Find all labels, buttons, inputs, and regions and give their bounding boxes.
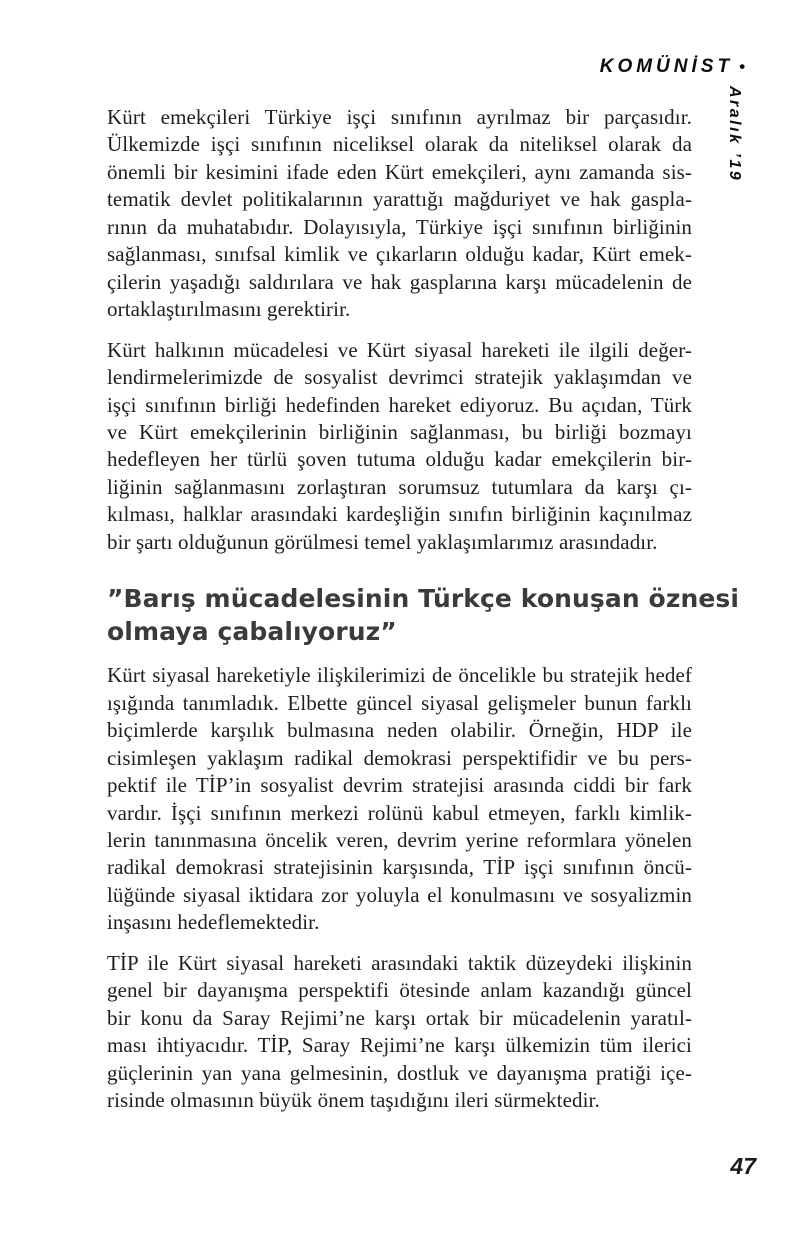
- text-line: lendirmelerimizde de sosyalist devrimci stratejik yaklaşımdan ve: [107, 365, 692, 390]
- text-line: lerin tanınmasına öncelik veren, devrim yerine reformlara yönelen: [107, 827, 692, 852]
- text-line: güçlerinin yan yana gelmesinin, dostluk ve dayanışma pratiği içe-: [107, 1060, 692, 1085]
- body-paragraph-2: [107, 337, 692, 557]
- text-line: olmaya çabalıyoruz”: [107, 617, 397, 647]
- text-line: cisimleşen yaklaşım radikal demokrasi perspektifidir ve bu pers-: [107, 745, 692, 770]
- text-line: bir şartı olduğunun görülmesi temel yaklaşımlarımız arasındadır.: [107, 529, 658, 554]
- text-line: ortaklaştırılmasını gerektirir.: [107, 297, 351, 322]
- text-line: liğinin sağlanmasını zorlaştıran sorumsuz tutumlara da karşı çı-: [107, 474, 692, 499]
- body-paragraph-4: [107, 950, 692, 1115]
- text-line: ve Kürt emekçilerinin birliğinin sağlanması, bu birliği bozmayı: [107, 419, 692, 444]
- text-line: kılması, halklar arasındaki kardeşliğin sınıfın birliğinin kaçınılmaz: [107, 502, 692, 527]
- text-line: radikal demokrasi stratejisinin karşısında, TİP işçi sınıfının öncü-: [107, 855, 692, 880]
- text-line: Kürt emekçileri Türkiye işçi sınıfının ayrılmaz bir parçasıdır.: [107, 105, 692, 129]
- magazine-title: KOMÜNİST: [599, 56, 734, 77]
- text-line: çilerin yaşadığı saldırılara ve hak gasplarına karşı mücadelenin de: [107, 269, 692, 294]
- section-heading: [107, 582, 740, 648]
- text-line: TİP ile Kürt siyasal hareketi arasındaki taktik düzeydeki ilişkinin: [107, 950, 692, 975]
- page-number: 47: [730, 1153, 756, 1179]
- text-line: inşasını hedeflemektedir.: [107, 910, 320, 935]
- text-line: Kürt halkının mücadelesi ve Kürt siyasal hareketi ile ilgili değer-: [107, 337, 692, 362]
- text-line: ışığında tanımladık. Elbette güncel siyasal gelişmeler bunun farklı: [107, 690, 692, 715]
- text-line: hedefleyen her türlü şoven tutuma olduğu kadar emekçilerin bir-: [107, 447, 692, 472]
- text-line: biçimlerde karşılık bulmasına neden olabilir. Örneğin, HDP ile: [107, 718, 692, 743]
- body-paragraph-1: [107, 104, 692, 324]
- text-line: Ülkemizde işçi sınıfının niceliksel olarak da niteliksel olarak da: [107, 132, 692, 157]
- body-paragraph-3: [107, 662, 692, 937]
- text-line: risinde olmasının büyük önem taşıdığını ileri sürmektedir.: [107, 1088, 600, 1113]
- text-line: ”Barış mücadelesinin Türkçe konuşan öznesi: [107, 584, 740, 614]
- text-line: lüğünde siyasal iktidara zor yoluyla el konulmasını ve sosyalizmin: [107, 882, 692, 907]
- text-line: Kürt siyasal hareketiyle ilişkilerimizi de öncelikle bu stratejik hedef: [107, 663, 692, 688]
- header-bullet: •: [739, 57, 745, 76]
- text-line: rının da muhatabıdır. Dolayısıyla, Türkiye işçi sınıfının birliğinin: [107, 214, 692, 239]
- text-line: tematik devlet politikalarının yarattığı mağduriyet ve hak gaspla-: [107, 187, 692, 212]
- text-line: genel bir dayanışma perspektifi ötesinde anlam kazandığı güncel: [107, 978, 692, 1003]
- text-line: işçi sınıfının birliği hedefinden hareket ediyoruz. Bu açıdan, Türk: [107, 392, 692, 417]
- text-line: sağlanması, sınıfsal kimlik ve çıkarların olduğu kadar, Kürt emek-: [107, 242, 692, 267]
- text-line: önemli bir kesimini ifade eden Kürt emekçileri, aynı zamanda sis-: [107, 159, 692, 184]
- text-line: ması ihtiyacıdır. TİP, Saray Rejimi’ne karşı ülkemizin tüm ilerici: [107, 1033, 692, 1058]
- text-line: bir konu da Saray Rejimi’ne karşı ortak bir mücadelenin yaratıl-: [107, 1005, 692, 1030]
- text-line: vardır. İşçi sınıfının merkezi rolünü kabul etmeyen, farklı kimlik-: [107, 800, 692, 825]
- magazine-header: [600, 56, 745, 78]
- issue-date-vertical: Aralık ’19: [726, 86, 743, 183]
- text-line: pektif ile TİP’in sosyalist devrim stratejisi arasında ciddi bir fark: [107, 773, 692, 798]
